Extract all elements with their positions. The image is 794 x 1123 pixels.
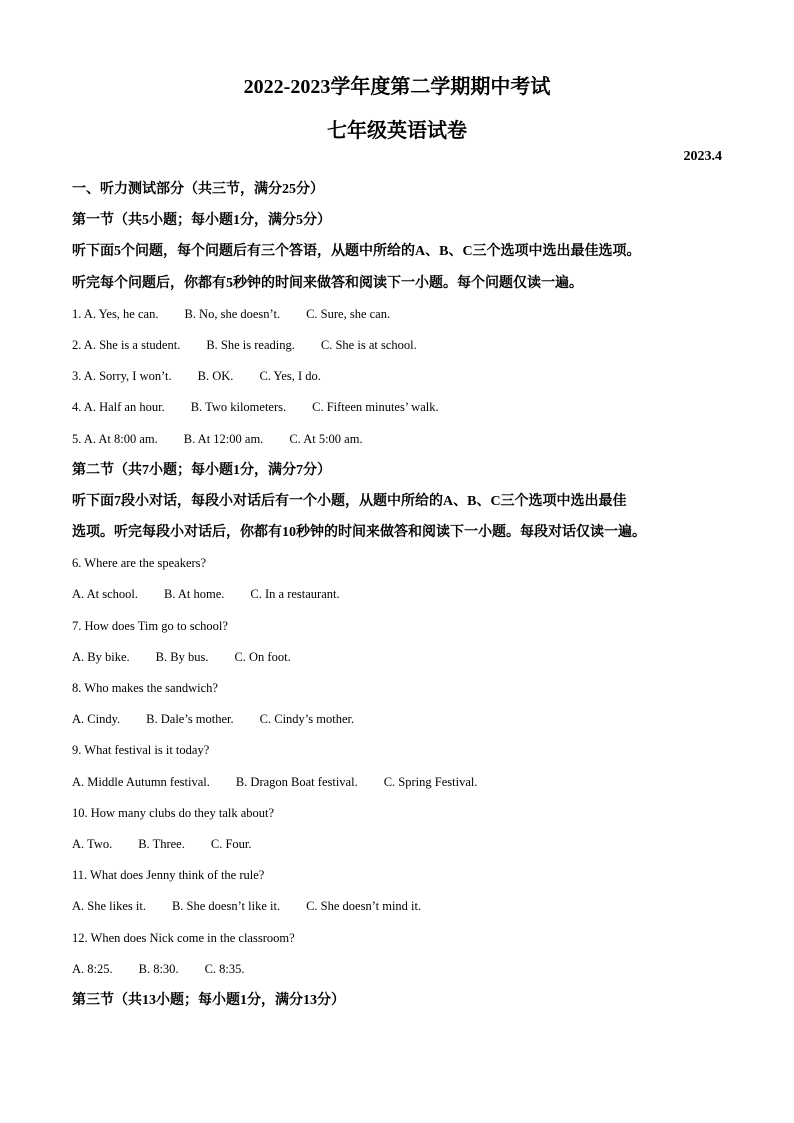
options-row [72, 954, 732, 985]
section1-instruction: 听下面5个问题，每个问题后有三个答语，从题中所给的A、B、C三个选项中选出最佳选项。 [72, 244, 641, 260]
option: C. Fifteen minutes’ walk. [312, 400, 439, 415]
option: C. She doesn’t mind it. [306, 899, 422, 914]
option: B. At 12:00 am. [183, 431, 264, 446]
options-row [72, 891, 732, 922]
section3-heading: 第三节（共13小题；每小题1分，满分13分） [72, 992, 345, 1008]
option: B. OK. [197, 369, 234, 384]
option: C. On foot. [234, 649, 291, 664]
options-row [72, 767, 732, 798]
options-row [72, 424, 732, 455]
option: C. Yes, I do. [259, 369, 321, 384]
option: B. Two kilometers. [190, 400, 287, 415]
option: A. Middle Autumn festival. [72, 774, 210, 789]
option: C. At 5:00 am. [289, 431, 363, 446]
option: A. At school. [72, 587, 138, 602]
option: B. Dale’s mother. [146, 712, 234, 727]
option: A. By bike. [72, 649, 130, 664]
section1-questions [72, 299, 732, 455]
section2-questions [72, 548, 732, 985]
option: 3. A. Sorry, I won’t. [72, 369, 172, 384]
option: B. Dragon Boat festival. [235, 774, 358, 789]
section2-instruction: 听下面7段小对话，每段小对话后有一个小题，从题中所给的A、B、C三个选项中选出最佳 [72, 493, 627, 509]
section2-instruction: 选项。听完每段小对话后，你都有10秒钟的时间来做答和阅读下一小题。每段对话仅读一遍。 [72, 525, 646, 541]
question-stem: 10. How many clubs do they talk about? [72, 805, 275, 820]
options-row [72, 361, 732, 392]
exam-date: 2023.4 [683, 149, 722, 164]
option: C. In a restaurant. [250, 587, 340, 602]
option: A. 8:25. [72, 961, 113, 976]
option: 4. A. Half an hour. [72, 400, 165, 415]
option: C. Sure, she can. [306, 306, 391, 321]
option: C. Spring Festival. [383, 774, 478, 789]
option: A. Cindy. [72, 712, 121, 727]
options-row [72, 829, 732, 860]
option: B. Three. [138, 836, 185, 851]
options-row [72, 704, 732, 735]
option: B. At home. [163, 587, 225, 602]
option: C. 8:35. [204, 961, 245, 976]
section1-instruction: 听完每个问题后，你都有5秒钟的时间来做答和阅读下一小题。每个问题仅读一遍。 [72, 275, 583, 291]
options-row [72, 330, 732, 361]
section2-heading: 第二节（共7小题；每小题1分，满分7分） [72, 462, 331, 478]
option: C. Four. [210, 836, 252, 851]
option: 5. A. At 8:00 am. [72, 431, 158, 446]
question-stem: 11. What does Jenny think of the rule? [72, 868, 265, 883]
options-row [72, 642, 732, 673]
option: B. No, she doesn’t. [184, 306, 281, 321]
options-row [72, 299, 732, 330]
option: B. She is reading. [206, 337, 295, 352]
section1-heading: 第一节（共5小题；每小题1分，满分5分） [72, 213, 331, 229]
option: A. Two. [72, 836, 113, 851]
question-stem: 9. What festival is it today? [72, 743, 210, 758]
option: 2. A. She is a student. [72, 337, 181, 352]
option: 1. A. Yes, he can. [72, 306, 159, 321]
options-row [72, 392, 732, 423]
option: B. She doesn’t like it. [171, 899, 281, 914]
option: B. 8:30. [138, 961, 179, 976]
exam-subtitle: 七年级英语试卷 [327, 120, 467, 142]
exam-content [72, 174, 732, 1016]
question-stem: 6. Where are the speakers? [72, 556, 207, 571]
options-row [72, 579, 732, 610]
question-stem: 7. How does Tim go to school? [72, 618, 228, 633]
exam-title: 2022-2023学年度第二学期期中考试 [243, 76, 551, 98]
option: A. She likes it. [72, 899, 146, 914]
question-stem: 12. When does Nick come in the classroom? [72, 930, 295, 945]
question-stem: 8. Who makes the sandwich? [72, 681, 218, 695]
option: C. She is at school. [320, 337, 417, 352]
part1-heading: 一、听力测试部分（共三节，满分25分） [72, 182, 324, 197]
option: B. By bus. [155, 649, 209, 664]
option: C. Cindy’s mother. [259, 712, 355, 727]
